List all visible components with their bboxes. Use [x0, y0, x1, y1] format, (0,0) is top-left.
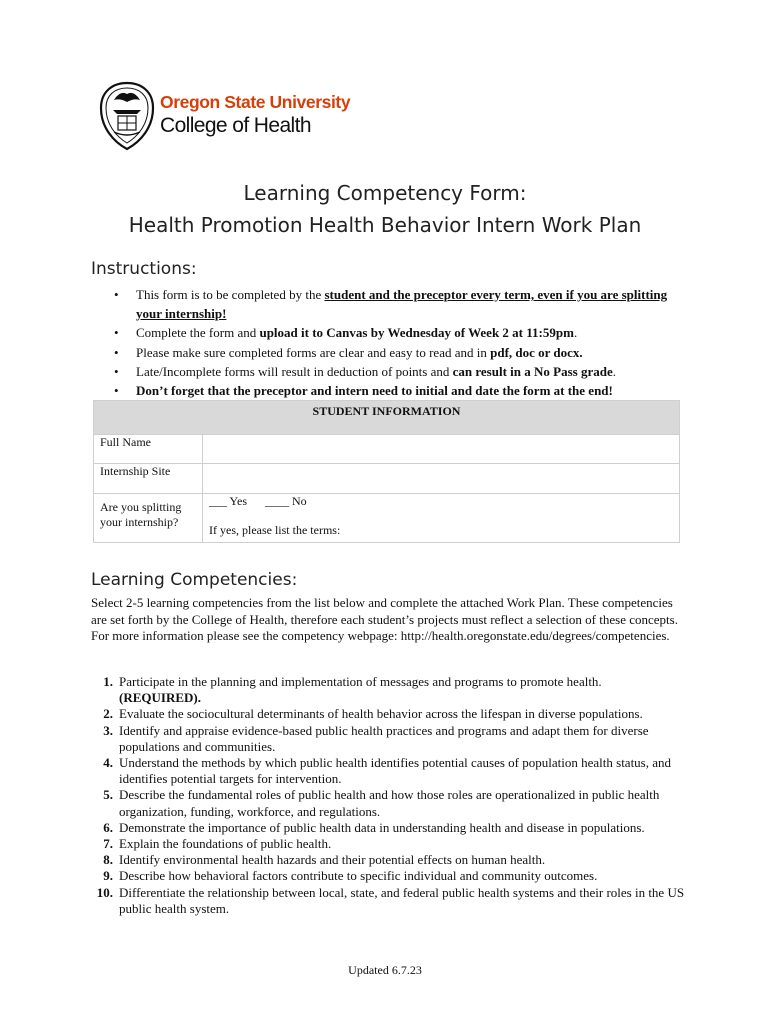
- instruction-item: • This form is to be completed by the student and the preceptor every term, even if you are splitting your internship!: [114, 287, 668, 322]
- competency-item: 7. Explain the foundations of public health.: [103, 836, 332, 852]
- no-option[interactable]: ____ No: [265, 494, 307, 508]
- instruction-item: • Don’t forget that the preceptor and intern need to initial and date the form at the end!: [112, 381, 672, 400]
- student-information-table: [93, 400, 680, 543]
- instruction-item: • Complete the form and upload it to Canvas by Wednesday of Week 2 at 11:59pm.: [112, 323, 672, 342]
- bullet-icon: •: [114, 383, 119, 399]
- university-name: Oregon State University: [160, 92, 351, 112]
- full-name-field[interactable]: [203, 435, 680, 464]
- competency-item: 6. Demonstrate the importance of public health data in understanding health and disease in populations.: [103, 819, 645, 835]
- terms-prompt[interactable]: If yes, please list the terms:: [209, 523, 341, 537]
- bullet-icon: •: [114, 287, 119, 302]
- college-name: College of Health: [160, 114, 311, 137]
- splitting-label: Are you splitting your internship?: [94, 494, 203, 543]
- full-name-label: Full Name: [94, 435, 203, 464]
- internship-site-label: Internship Site: [94, 464, 203, 494]
- competencies-intro: Select 2-5 learning competencies from the list below and complete the attached Work Plan. These competencies are set forth by the College of Health, therefore each student’s projects must reflect a selection of these concepts. For more information please see the competency webpage: http://health.oregonstate.edu/degrees/competencies.: [91, 595, 678, 644]
- instruction-item: • Please make sure completed forms are clear and easy to read and in pdf, doc or docx.: [112, 343, 672, 362]
- bullet-icon: •: [114, 363, 119, 379]
- competency-item: 2. Evaluate the sociocultural determinants of health behavior across the lifespan in diverse populations.: [103, 706, 643, 722]
- competency-item: 1. Participate in the planning and implementation of messages and programs to promote health. (REQUIRED).: [103, 674, 602, 706]
- competency-item: 4. Understand the methods by which public health identifies potential causes of population health status, and identifies potential targets for intervention.: [103, 755, 672, 787]
- competency-item: 5. Describe the fundamental roles of public health and how those roles are operationalized in public health organization, funding, workforce, and regulations.: [103, 787, 660, 819]
- competency-item: 8. Identify environmental health hazards and their potential effects on human health.: [103, 852, 546, 868]
- updated-date: Updated 6.7.23: [348, 963, 422, 977]
- competency-item: 3. Identify and appraise evidence-based public health practices and programs and adapt them for diverse populations and communities.: [103, 722, 649, 754]
- competency-item: 10. Differentiate the relationship between local, state, and federal public health systems and their roles in the US public health system.: [96, 884, 685, 916]
- instructions-list: [112, 285, 672, 400]
- osu-logo: [96, 80, 351, 154]
- instruction-item: • Late/Incomplete forms will result in deduction of points and can result in a No Pass grade.: [112, 362, 672, 381]
- competencies-heading: Learning Competencies:: [91, 570, 298, 590]
- university-seal-icon: [96, 80, 158, 152]
- bullet-icon: •: [114, 325, 119, 341]
- bullet-icon: •: [114, 344, 119, 360]
- competency-item: 9. Describe how behavioral factors contribute to specific individual and community outcomes.: [103, 868, 598, 884]
- student-information-header: STUDENT INFORMATION: [94, 401, 680, 435]
- internship-site-field[interactable]: [203, 464, 680, 494]
- competencies-list: [91, 674, 691, 917]
- splitting-field: [203, 494, 680, 543]
- instructions-heading: Instructions:: [91, 259, 197, 279]
- form-title-line-1: Learning Competency Form:: [243, 181, 527, 205]
- yes-option[interactable]: ___ Yes: [209, 494, 248, 508]
- form-title-line-2: Health Promotion Health Behavior Intern Work Plan: [128, 213, 642, 237]
